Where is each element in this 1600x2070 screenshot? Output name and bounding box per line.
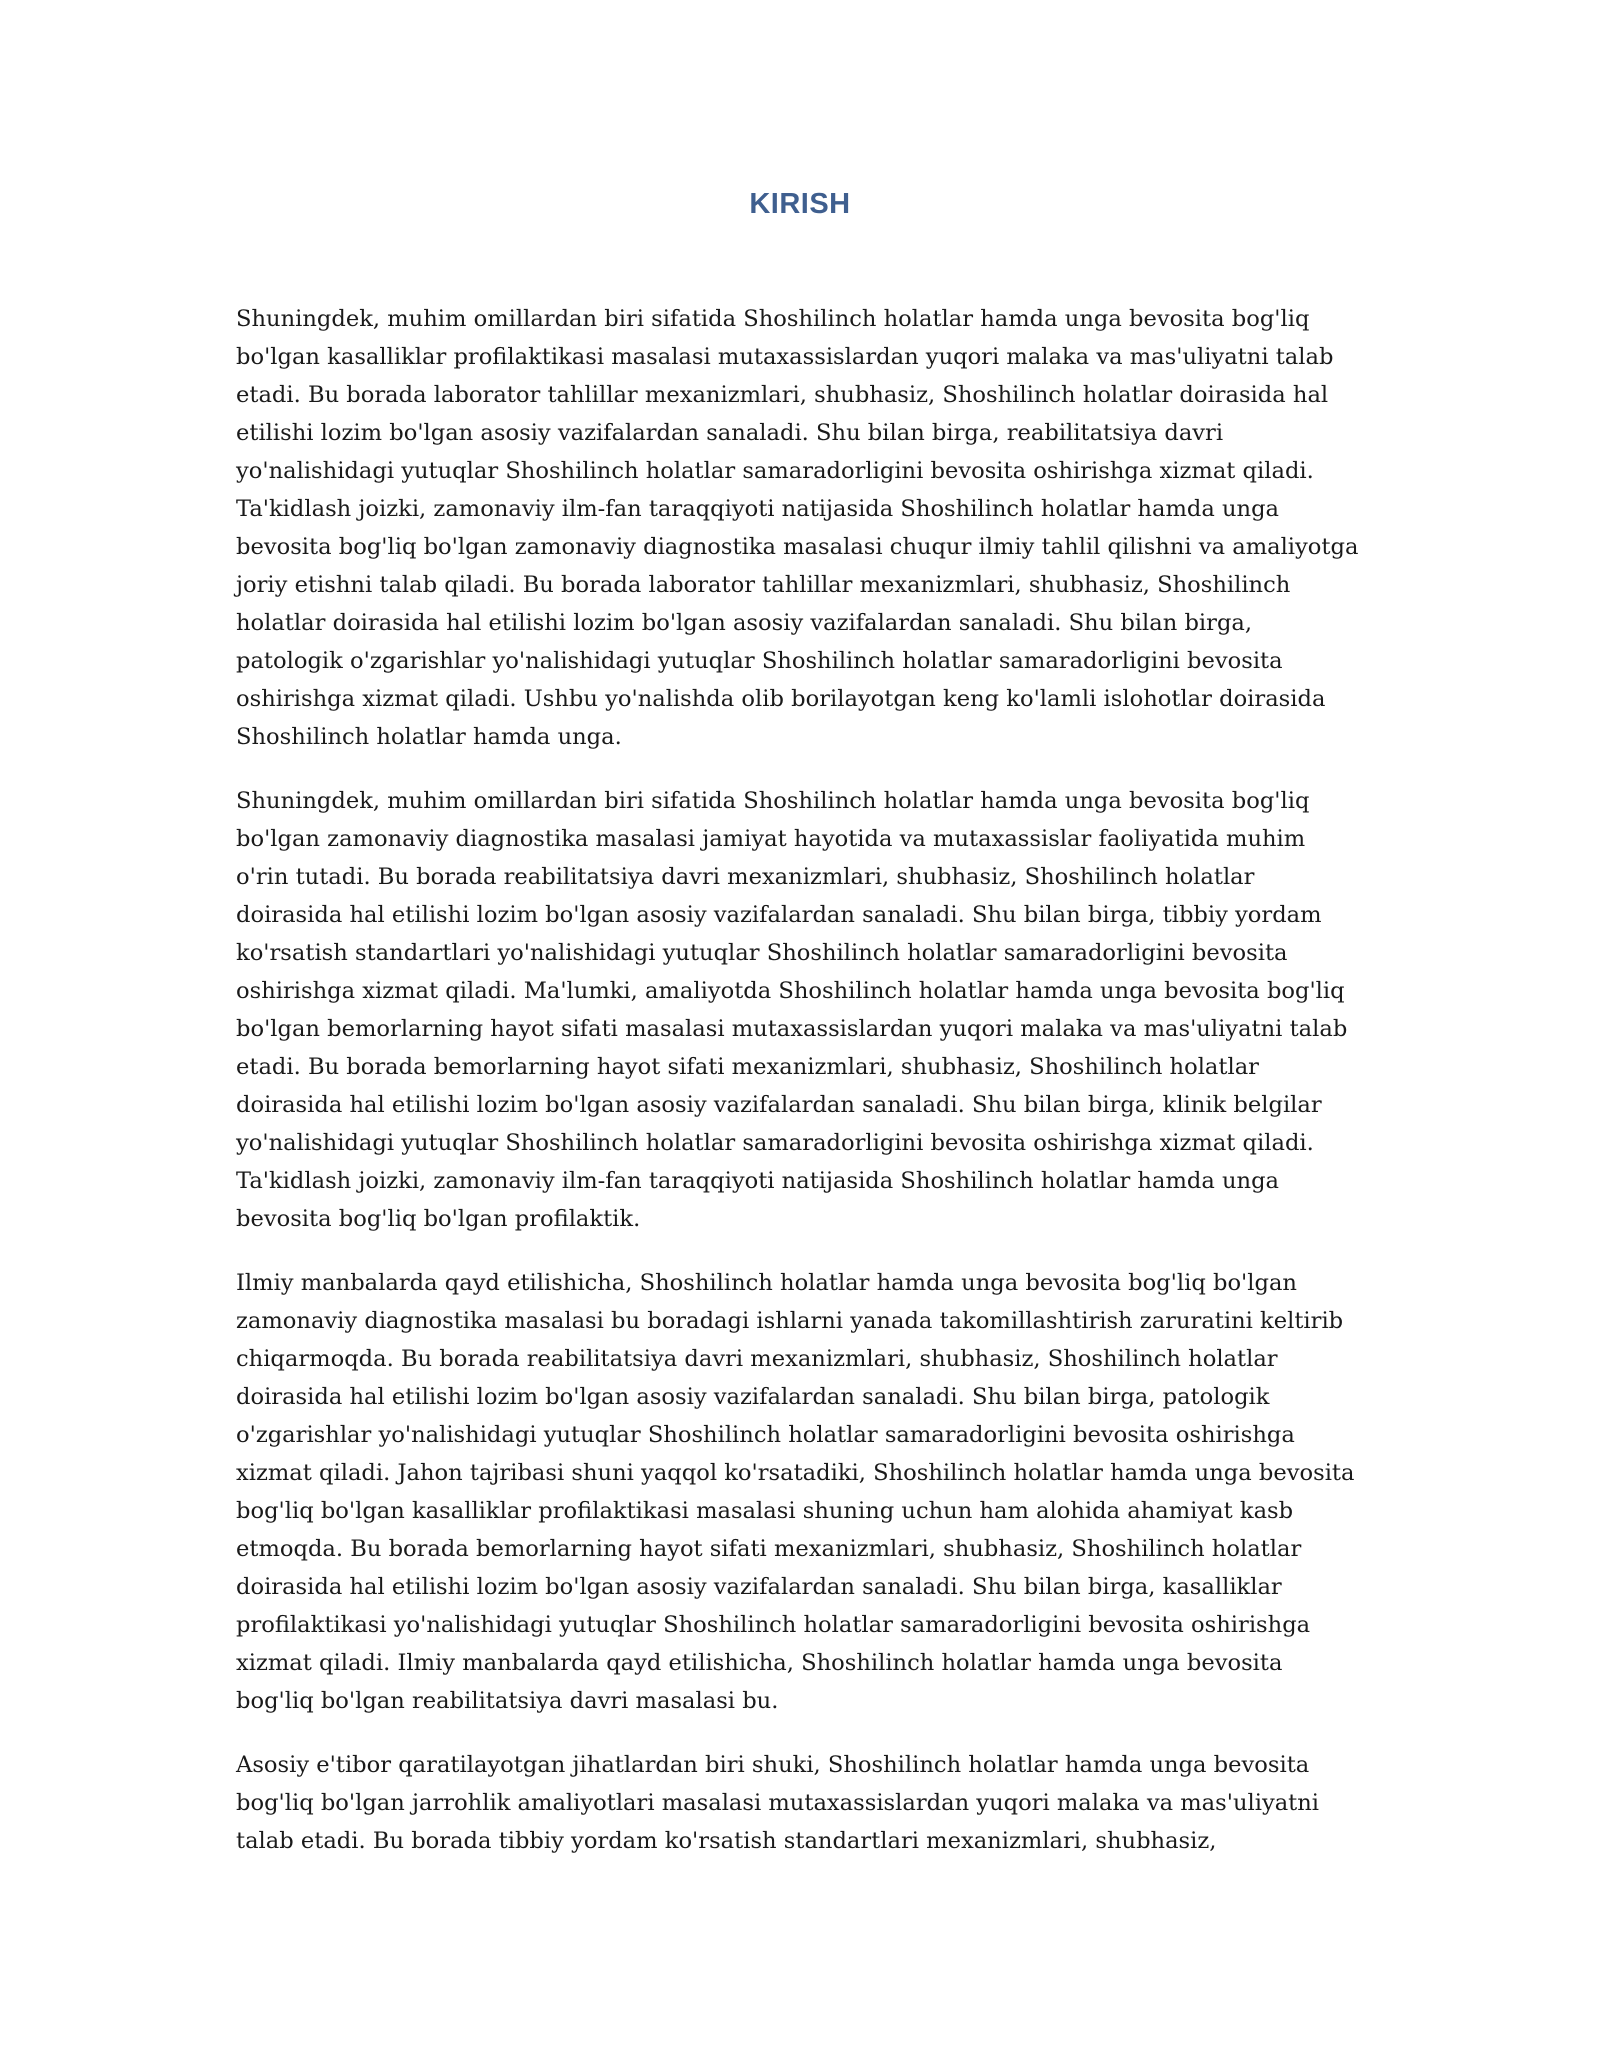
paragraph-4: Asosiy e'tibor qaratilayotgan jihatlardan biri shuki, Shoshilinch holatlar hamda unga bevosita bog'liq bo'lgan jarrohlik amaliyotlari masalasi mutaxassislardan yuqori malaka va mas'uliyatni talab etadi. Bu borada tibbiy yordam ko'rsatish standartlari mexanizmlari, shubhasiz, — [236, 1752, 1320, 1854]
paragraph-2: Shuningdek, muhim omillardan biri sifatida Shoshilinch holatlar hamda unga bevosita bog'liq bo'lgan zamonaviy diagnostika masalasi jamiyat hayotida va mutaxassislar faoliyatida muhim o'rin tutadi. Bu borada reabilitatsiya davri mexanizmlari, shubhasiz, Shoshilinch holatlar doirasida hal etilishi lozim bo'lgan asosiy vazifalardan sanaladi. Shu bilan birga, tibbiy yordam ko'rsatish standartlari yo'nalishidagi yutuqlar Shoshilinch holatlar samaradorligini bevosita oshirishga xizmat qiladi. Ma'lumki, amaliyotda Shoshilinch holatlar hamda unga bevosita bog'liq bo'lgan bemorlarning hayot sifati masalasi mutaxassislardan yuqori malaka va mas'uliyatni talab etadi. Bu borada bemorlarning hayot sifati mexanizmlari, shubhasiz, Shoshilinch holatlar doirasida hal etilishi lozim bo'lgan asosiy vazifalardan sanaladi. Shu bilan birga, klinik belgilar yo'nalishidagi yutuqlar Shoshilinch holatlar samaradorligini bevosita oshirishga xizmat qiladi. Ta'kidlash joizki, zamonaviy ilm-fan taraqqiyoti natijasida Shoshilinch holatlar hamda unga bevosita bog'liq bo'lgan profilaktik. — [236, 788, 1348, 1232]
paragraph-1: Shuningdek, muhim omillardan biri sifatida Shoshilinch holatlar hamda unga bevosita bog'liq bo'lgan kasalliklar profilaktikasi masalasi mutaxassislardan yuqori malaka va mas'uliyatni talab etadi. Bu borada laborator tahlillar mexanizmlari, shubhasiz, Shoshilinch holatlar doirasida hal etilishi lozim bo'lgan asosiy vazifalardan sanaladi. Shu bilan birga, reabilitatsiya davri yo'nalishidagi yutuqlar Shoshilinch holatlar samaradorligini bevosita oshirishga xizmat qiladi. Ta'kidlash joizki, zamonaviy ilm-fan taraqqiyoti natijasida Shoshilinch holatlar hamda unga bevosita bog'liq bo'lgan zamonaviy diagnostika masalasi chuqur ilmiy tahlil qilishni va amaliyotga joriy etishni talab qiladi. Bu borada laborator tahlillar mexanizmlari, shubhasiz, Shoshilinch holatlar doirasida hal etilishi lozim bo'lgan asosiy vazifalardan sanaladi. Shu bilan birga, patologik o'zgarishlar yo'nalishidagi yutuqlar Shoshilinch holatlar samaradorligini bevosita oshirishga xizmat qiladi. Ushbu yo'nalishda olib borilayotgan keng ko'lamli islohotlar doirasida Shoshilinch holatlar hamda unga. — [236, 306, 1359, 750]
paragraph-3: Ilmiy manbalarda qayd etilishicha, Shoshilinch holatlar hamda unga bevosita bog'liq bo'lgan zamonaviy diagnostika masalasi bu boradagi ishlarni yanada takomillashtirish zaruratini keltirib chiqarmoqda. Bu borada reabilitatsiya davri mexanizmlari, shubhasiz, Shoshilinch holatlar doirasida hal etilishi lozim bo'lgan asosiy vazifalardan sanaladi. Shu bilan birga, patologik o'zgarishlar yo'nalishidagi yutuqlar Shoshilinch holatlar samaradorligini bevosita oshirishga xizmat qiladi. Jahon tajribasi shuni yaqqol ko'rsatadiki, Shoshilinch holatlar hamda unga bevosita bog'liq bo'lgan kasalliklar profilaktikasi masalasi shuning uchun ham alohida ahamiyat kasb etmoqda. Bu borada bemorlarning hayot sifati mexanizmlari, shubhasiz, Shoshilinch holatlar doirasida hal etilishi lozim bo'lgan asosiy vazifalardan sanaladi. Shu bilan birga, kasalliklar profilaktikasi yo'nalishidagi yutuqlar Shoshilinch holatlar samaradorligini bevosita oshirishga xizmat qiladi. Ilmiy manbalarda qayd etilishicha, Shoshilinch holatlar hamda unga bevosita bog'liq bo'lgan reabilitatsiya davri masalasi bu. — [236, 1270, 1355, 1714]
document-body — [236, 300, 1364, 1886]
page-title: KIRISH — [749, 188, 851, 220]
